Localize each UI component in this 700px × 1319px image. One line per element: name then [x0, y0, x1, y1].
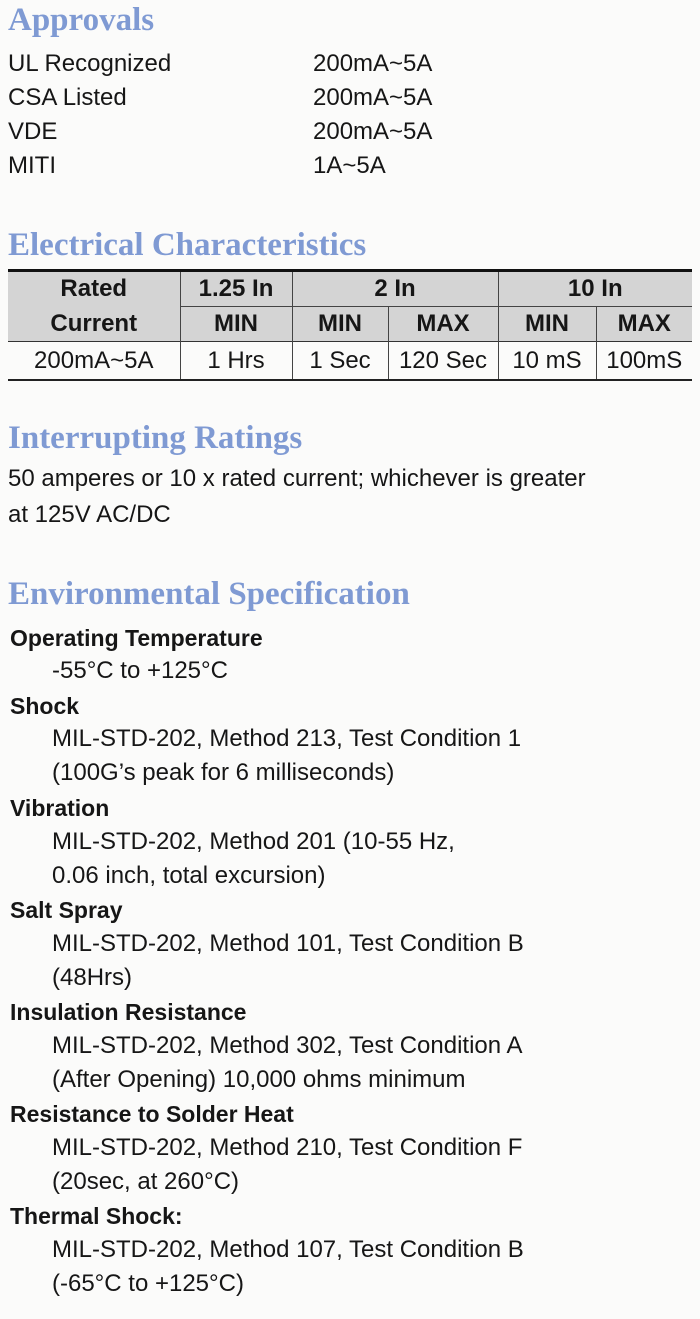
rated-current-header-line1: Rated — [8, 271, 180, 307]
spec-label-salt-spray: Salt Spray — [10, 897, 123, 923]
approval-range: 200mA~5A — [313, 50, 433, 77]
spec-value-operating-temperature — [52, 654, 228, 688]
spec-value-line: MIL-STD-202, Method 107, Test Condition B — [52, 1236, 524, 1263]
table-subheader-row — [8, 307, 692, 342]
approval-range: 200mA~5A — [313, 118, 433, 145]
spec-value-line: 0.06 inch, total excursion) — [52, 862, 326, 889]
approval-row — [8, 115, 608, 149]
spec-label-shock: Shock — [10, 693, 80, 719]
group-header-10-in: 10 In — [498, 271, 692, 307]
table-row — [8, 342, 692, 381]
spec-value-resistance-to-solder-heat — [52, 1131, 522, 1199]
spec-label-resistance-to-solder-heat: Resistance to Solder Heat — [10, 1101, 294, 1127]
approval-range: 200mA~5A — [313, 84, 433, 111]
environmental-heading: Environmental Specification — [8, 576, 410, 612]
spec-value-line: (48Hrs) — [52, 964, 133, 991]
approval-row — [8, 47, 608, 81]
interrupting-text-line1: 50 amperes or 10 x rated current; whichever is greater — [8, 465, 586, 492]
table-cell: 120 Sec — [388, 342, 498, 381]
group-header-2-in: 2 In — [292, 271, 498, 307]
spec-label-vibration: Vibration — [10, 795, 110, 821]
electrical-characteristics-table — [8, 269, 692, 381]
table-header-row — [8, 271, 692, 307]
approval-name: UL Recognized — [8, 50, 172, 77]
spec-value-line: (100G’s peak for 6 milliseconds) — [52, 759, 395, 786]
table-cell: 1 Sec — [292, 342, 388, 381]
interrupting-heading: Interrupting Ratings — [8, 420, 303, 456]
approval-row — [8, 81, 608, 115]
table-cell: 100mS — [596, 342, 692, 381]
subheader-cell: MIN — [180, 307, 292, 342]
approvals-heading: Approvals — [8, 2, 155, 38]
approval-name: MITI — [8, 152, 56, 179]
spec-value-vibration — [52, 825, 455, 893]
spec-label-thermal-shock: Thermal Shock: — [10, 1203, 183, 1229]
subheader-cell: MAX — [596, 307, 692, 342]
approval-name: CSA Listed — [8, 84, 127, 111]
spec-value-line: MIL-STD-202, Method 201 (10-55 Hz, — [52, 828, 455, 855]
approval-row — [8, 149, 608, 183]
spec-value-line: (20sec, at 260°C) — [52, 1168, 240, 1195]
subheader-cell: MIN — [292, 307, 388, 342]
group-header-1-25-in: 1.25 In — [180, 271, 292, 307]
spec-value-shock — [52, 722, 521, 790]
interrupting-text-line2: at 125V AC/DC — [8, 501, 171, 528]
rated-current-header-line2: Current — [8, 307, 180, 342]
spec-value-salt-spray — [52, 927, 524, 995]
spec-label-operating-temperature: Operating Temperature — [10, 625, 263, 651]
table-cell: 200mA~5A — [8, 342, 180, 381]
subheader-cell: MIN — [498, 307, 596, 342]
table-cell: 10 mS — [498, 342, 596, 381]
spec-value-line: MIL-STD-202, Method 213, Test Condition 1 — [52, 725, 522, 752]
spec-value-line: MIL-STD-202, Method 210, Test Condition F — [52, 1134, 523, 1161]
spec-value-line: (After Opening) 10,000 ohms minimum — [52, 1066, 466, 1093]
spec-value-insulation-resistance — [52, 1029, 522, 1097]
spec-value-line: MIL-STD-202, Method 302, Test Condition A — [52, 1032, 523, 1059]
spec-value-thermal-shock — [52, 1233, 524, 1301]
spec-value-line: (-65°C to +125°C) — [52, 1270, 244, 1297]
spec-value-line: -55°C to +125°C — [52, 657, 228, 684]
subheader-cell: MAX — [388, 307, 498, 342]
spec-value-line: MIL-STD-202, Method 101, Test Condition B — [52, 930, 524, 957]
electrical-heading: Electrical Characteristics — [8, 227, 367, 263]
spec-label-insulation-resistance: Insulation Resistance — [10, 999, 247, 1025]
approval-range: 1A~5A — [313, 152, 386, 179]
approval-name: VDE — [8, 118, 58, 145]
table-cell: 1 Hrs — [180, 342, 292, 381]
